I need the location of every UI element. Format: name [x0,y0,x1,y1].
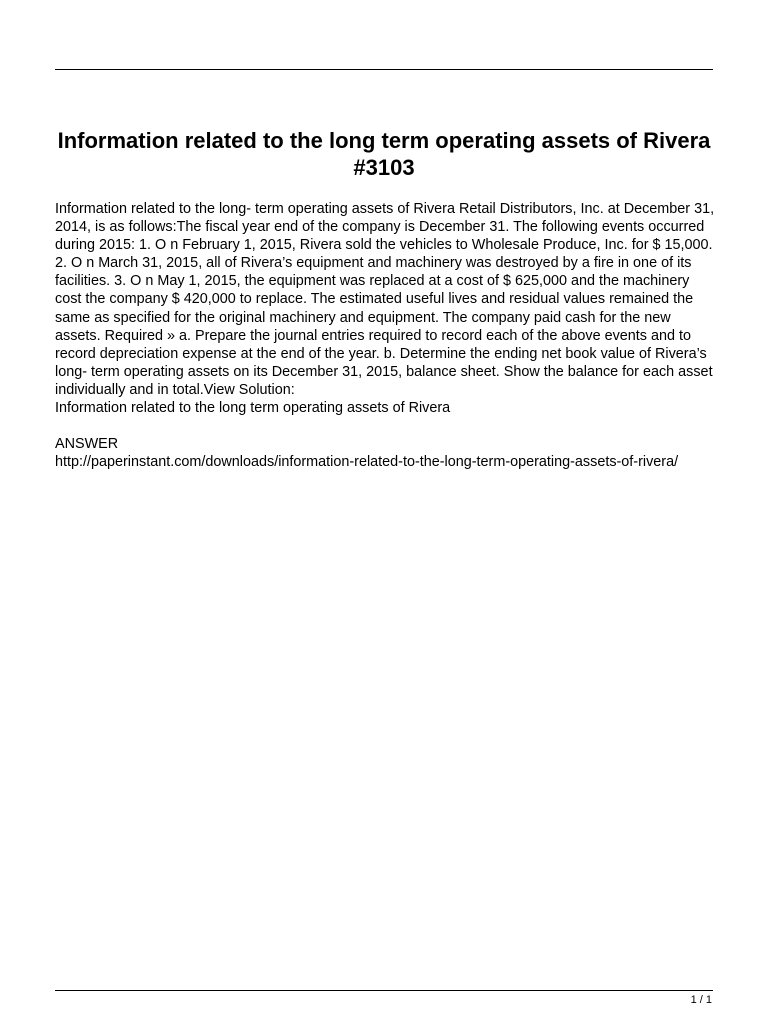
page-indicator: 1 / 1 [690,994,712,1006]
answer-label: ANSWER [55,436,119,453]
spacer [55,417,715,435]
solution-link[interactable]: Information related to the long term operating assets of Rivera [55,400,451,417]
answer-url-link[interactable]: http://paperinstant.com/downloads/information-related-to-the-long-term-operating-assets-of-rivera/ [55,454,679,471]
top-rule [55,69,713,70]
bottom-rule [55,990,713,991]
document-body [55,200,715,471]
document-title: Information related to the long term operating assets of Rivera #3103 [57,128,711,180]
body-paragraph: Information related to the long- term operating assets of Rivera Retail Distributors, Inc. at December 31, 2014, is as follows:The fiscal year end of the company is December 31. The following events occurred during 2015: 1. O n February 1, 2015, Rivera sold the vehicles to Wholesale Produce, Inc. for $ 15,000. 2. O n March 31, 2015, all of Rivera’s equipment and machinery was destroyed by a fire in one of its facilities. 3. O n May 1, 2015, the equipment was replaced at a cost of $ 625,000 and the machinery cost the company $ 420,000 to replace. The estimated useful lives and residual values remained the same as specified for the original machinery and equipment. The company paid cash for the new assets. Required » a. Prepare the journal entries required to record each of the above events and to record depreciation expense at the end of the year. b. Determine the ending net book value of Rivera’s long- term operating assets on its December 31, 2015, balance sheet. Show the balance for each asset individually and in total.View Solution: [55,201,715,398]
